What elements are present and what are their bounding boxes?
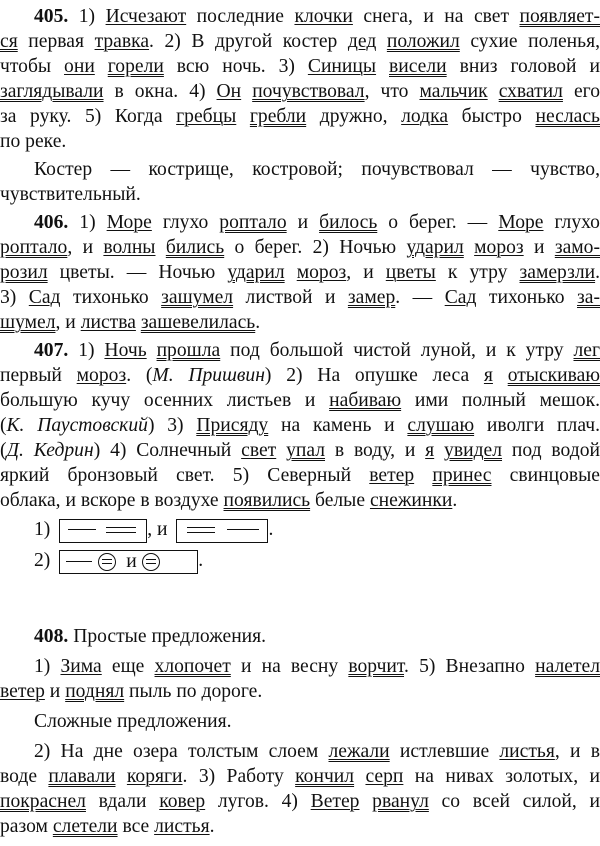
ex405-line-2: ся первая травка. 2) В другой костер дед положил сухие поленья, bbox=[0, 31, 600, 52]
predicate-circle-icon bbox=[98, 553, 116, 571]
sentence-scheme-1: 1) , и . bbox=[34, 518, 273, 543]
ex405-line-6: по реке. bbox=[0, 131, 67, 152]
predicate-circle-icon bbox=[142, 553, 160, 571]
exercise-number: 405. bbox=[34, 6, 69, 27]
sentence-scheme-2: 2) и . bbox=[34, 550, 204, 572]
ex406-line-3: розил цветы. — Ночью ударил мороз, и цветы к утру замерзли. bbox=[0, 262, 600, 283]
ex406-line-5: шумел, и листва зашевелилась. bbox=[0, 312, 261, 333]
ex407-line-5: (Д. Кедрин) 4) Солнечный свет упал в воду, и я увидел под водой bbox=[0, 440, 600, 461]
subject-line bbox=[66, 561, 92, 563]
ex405-note-line-2: чувствительный. bbox=[0, 184, 141, 205]
scheme-clause-box bbox=[176, 519, 268, 543]
subject-line bbox=[227, 529, 259, 531]
scheme-clause-box: и bbox=[59, 550, 198, 574]
ex405-line-3: чтобы они горели всю ночь. 3) Синицы висели вниз головой и bbox=[0, 56, 600, 77]
ex405-note-line-1: Костер — кострище, костровой; почувствовал — чувство, bbox=[34, 159, 600, 180]
subject-line bbox=[68, 529, 96, 531]
ex407-line-3: большую кучу осенних листьев и набиваю ими полный мешок. bbox=[0, 390, 600, 411]
ex406-line-2: роптало, и волны бились о берег. 2) Ночью ударил мороз и замо- bbox=[0, 237, 600, 258]
ex407-line-4: (К. Паустовский) 3) Присяду на камень и слушаю иволги плач. bbox=[0, 415, 600, 436]
ex406-line-4: 3) Сад тихонько зашумел листвой и замер. — Сад тихонько за- bbox=[0, 287, 600, 308]
ex405-line-5: за руку. 5) Когда гребцы гребли дружно, лодка быстро неслась bbox=[0, 106, 600, 127]
ex408-line-1: 408. Простые предложения. bbox=[34, 626, 267, 647]
ex408-line-4: Сложные предложения. bbox=[34, 711, 232, 732]
ex408-line-8: разом слетели все листья. bbox=[0, 816, 215, 837]
predicate-line bbox=[106, 532, 136, 534]
ex407-line-7: облака, и вскоре в воздухе появились белые снежинки. bbox=[0, 490, 458, 511]
ex408-line-2: 1) Зима еще хлопочет и на весну ворчит. 5) Внезапно налетел bbox=[34, 656, 600, 677]
ex407-line-2: первый мороз. (М. Пришвин) 2) На опушке леса я отыскиваю bbox=[0, 365, 600, 386]
ex408-line-7: покраснел вдали ковер лугов. 4) Ветер рванул со всей силой, и bbox=[0, 791, 600, 812]
predicate-line bbox=[187, 532, 215, 534]
ex408-line-3: ветер и поднял пыль по дороге. bbox=[0, 681, 263, 702]
ex408-line-6: воде плавали коряги. 3) Работу кончил серп на нивах золотых, и bbox=[0, 766, 600, 787]
ex407-line-6: яркий бронзовый свет. 5) Северный ветер принес свинцовые bbox=[0, 465, 600, 486]
predicate-line bbox=[106, 527, 136, 529]
ex406-line-1: 406. 1) Море глухо роптало и билось о берег. — Море глухо bbox=[34, 212, 600, 233]
exercise-number: 406. bbox=[34, 212, 69, 233]
ex405-line-1: 405. 1) Исчезают последние клочки снега, и на свет появляет- bbox=[34, 6, 600, 27]
ex405-line-4: заглядывали в окна. 4) Он почувствовал, что мальчик схватил его bbox=[0, 81, 600, 102]
predicate-line bbox=[187, 527, 215, 529]
scheme-clause-box bbox=[59, 519, 147, 543]
ex408-line-5: 2) На дне озера толстым слоем лежали истлевшие листья, и в bbox=[34, 741, 600, 762]
ex407-line-1: 407. 1) Ночь прошла под большой чистой луной, и к утру лег bbox=[34, 340, 600, 361]
exercise-number: 407. bbox=[34, 340, 69, 361]
exercise-number: 408. bbox=[34, 626, 69, 647]
